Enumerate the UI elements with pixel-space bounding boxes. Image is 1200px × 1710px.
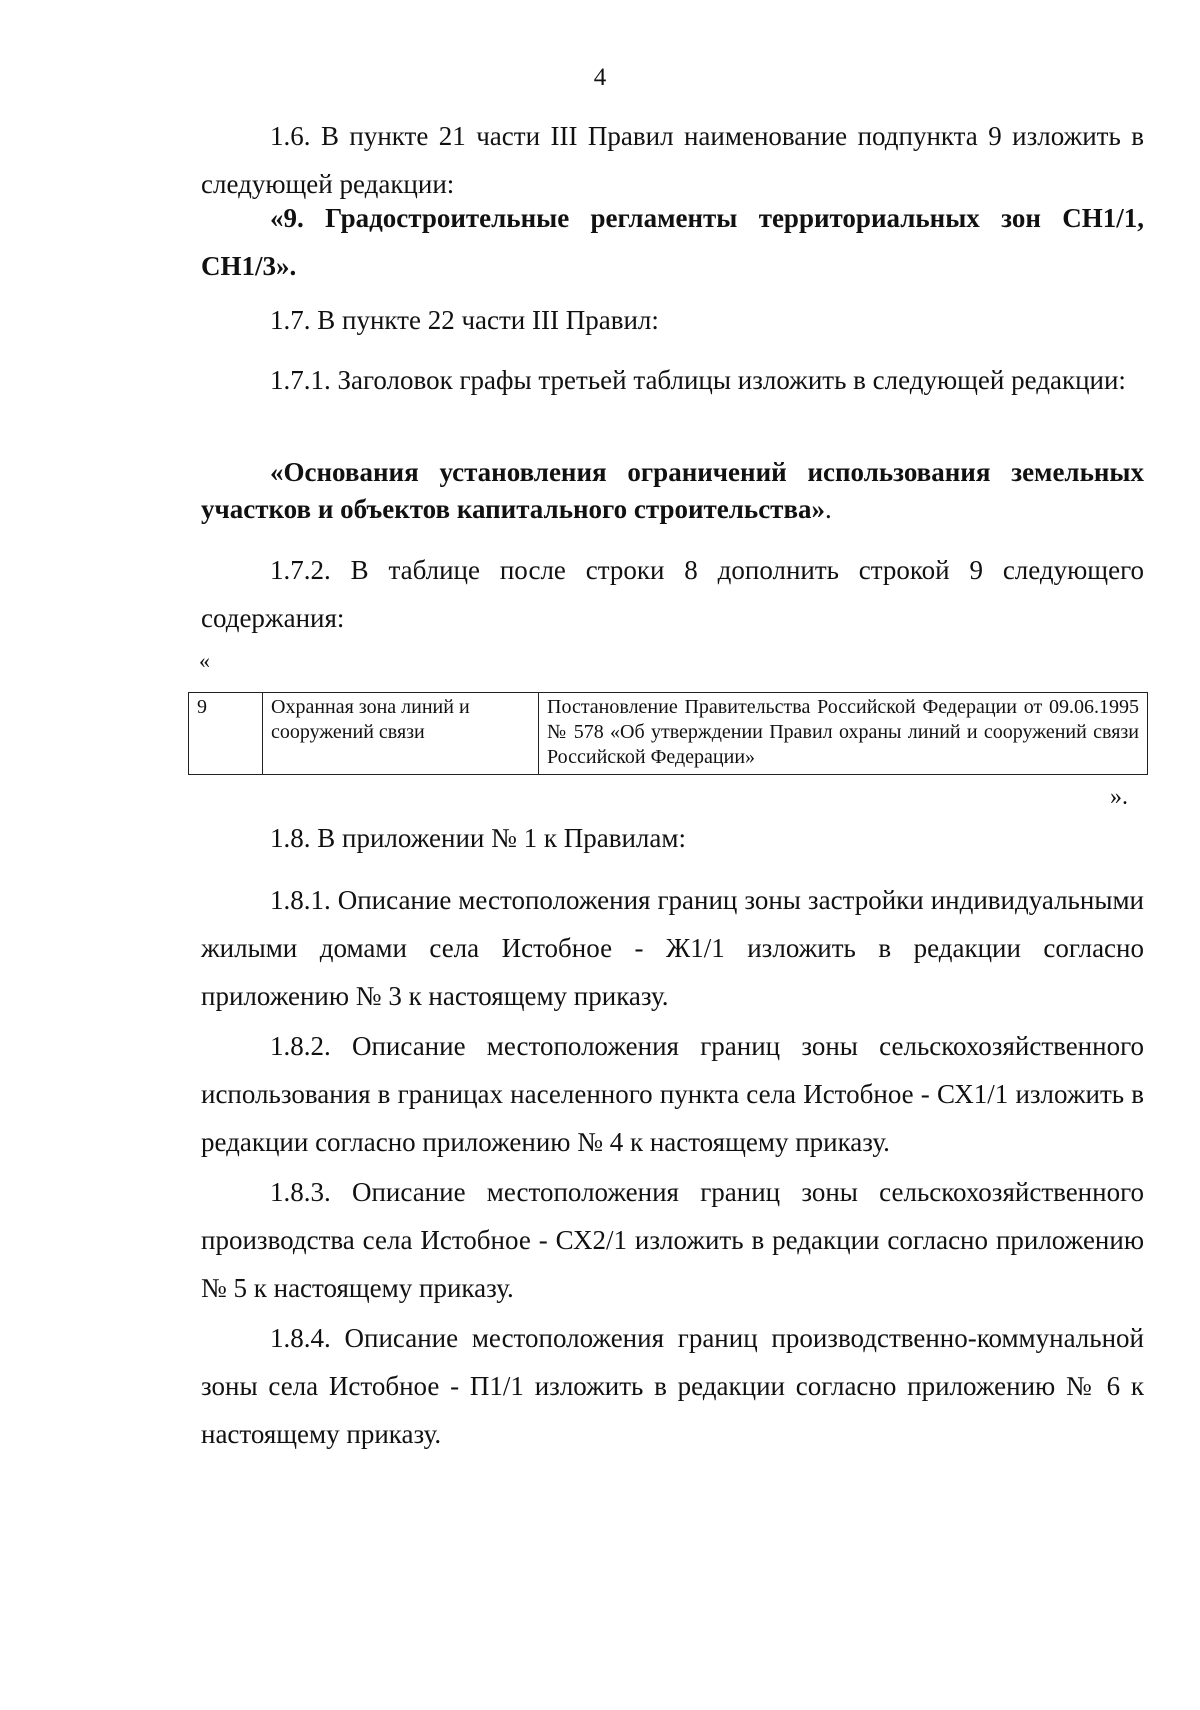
- paragraph-1-7-1-quote: [201, 454, 1144, 528]
- paragraph-1-8-4: 1.8.4. Описание местоположения границ производственно-коммунальной зоны села Истобное - П1/1 изложить в редакции согласно приложению № 6 к настоящему приказу.: [201, 1323, 1144, 1449]
- quote-heading-text: «Основания установления ограничений использования земельных участков и объектов капитального строительства»: [201, 457, 1144, 524]
- quote-heading-period: .: [825, 494, 832, 524]
- paragraph-1-7-1: 1.7.1. Заголовок графы третьей таблицы изложить в следующей редакции:: [270, 365, 1126, 395]
- paragraph-1-8-2: 1.8.2. Описание местоположения границ зоны сельскохозяйственного использования в границах населенного пункта села Истобное - СХ1/1 изложить в редакции согласно приложению № 4 к настоящему приказу.: [201, 1031, 1144, 1157]
- page-number: 4: [593, 64, 607, 91]
- table-quote-open: «: [199, 648, 210, 673]
- paragraph-1-8: 1.8. В приложении № 1 к Правилам:: [270, 823, 686, 853]
- table-quote-close: ».: [1110, 784, 1128, 810]
- legal-basis-cell: Постановление Правительства Российской Федерации от 09.06.1995 № 578 «Об утверждении Правил охраны линий и сооружений связи Российской Федерации»: [539, 693, 1148, 775]
- paragraph-1-6-quote: «9. Градостроительные регламенты территориальных зон СН1/1, СН1/3».: [201, 203, 1144, 281]
- paragraph-1-6: 1.6. В пункте 21 части III Правил наименование подпункта 9 изложить в следующей редакции:: [201, 121, 1144, 199]
- paragraph-1-7-2: 1.7.2. В таблице после строки 8 дополнить строкой 9 следующего содержания:: [201, 555, 1144, 633]
- paragraph-1-7: 1.7. В пункте 22 части III Правил:: [270, 305, 659, 335]
- zone-name-cell: Охранная зона линий и сооружений связи: [263, 693, 539, 775]
- paragraph-1-8-3: 1.8.3. Описание местоположения границ зоны сельскохозяйственного производства села Истобное - СХ2/1 изложить в редакции согласно приложению № 5 к настоящему приказу.: [201, 1177, 1144, 1303]
- table-row: [189, 693, 1148, 775]
- paragraph-1-8-1: 1.8.1. Описание местоположения границ зоны застройки индивидуальными жилыми домами села Истобное - Ж1/1 изложить в редакции согласно приложению № 3 к настоящему приказу.: [201, 885, 1144, 1011]
- amendment-table: [188, 692, 1148, 775]
- row-number-cell: 9: [189, 693, 263, 775]
